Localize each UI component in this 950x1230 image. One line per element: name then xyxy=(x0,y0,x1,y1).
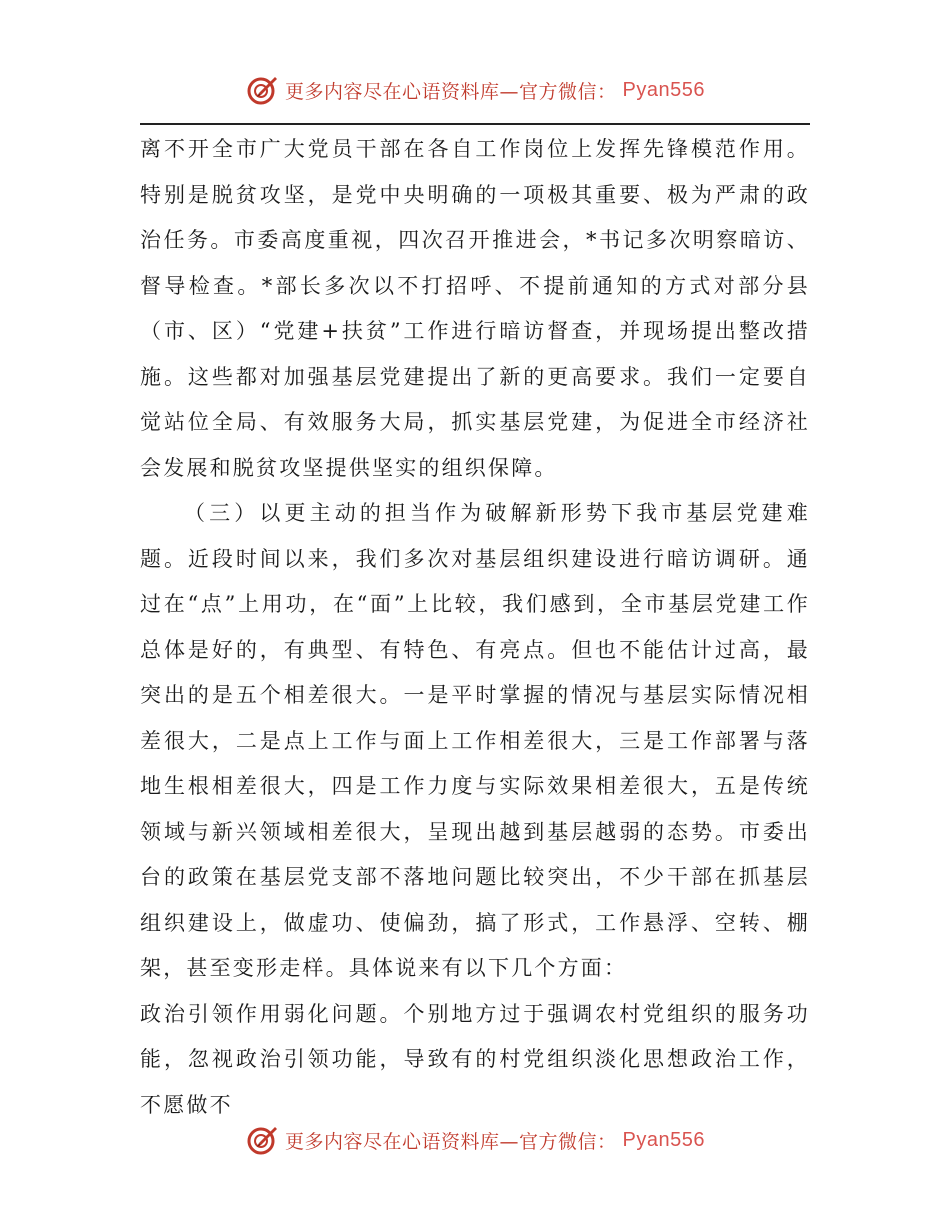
header-banner xyxy=(0,70,950,110)
footer-wechat-handle: Pyan556 xyxy=(622,1128,705,1151)
header-wechat-handle: Pyan556 xyxy=(622,78,705,101)
pen-logo-icon xyxy=(245,73,279,107)
footer-banner-text: 更多内容尽在心语资料库—官方微信： xyxy=(285,1130,617,1153)
paragraph-2: （三）以更主动的担当作为破解新形势下我市基层党建难题。近段时间以来，我们多次对基层组织建设进行暗访调研。通过在“点”上用功，在“面”上比较，我们感到，全市基层党建工作总体是好的，有典型、有特色、有亮点。但也不能估计过高，最突出的是五个相差很大。一是平时掌握的情况与基层实际情况相差很大，二是点上工作与面上工作相差很大，三是工作部署与落地生根相差很大，四是工作力度与实际效果相差很大，五是传统领域与新兴领域相差很大，呈现出越到基层越弱的态势。市委出台的政策在基层党支部不落地问题比较突出，不少干部在抓基层组织建设上，做虚功、使偏劲，搞了形式，工作悬浮、空转、棚架，甚至变形走样。具体说来有以下几个方面： xyxy=(140,501,810,980)
header-divider xyxy=(140,123,810,125)
paragraph-1: 离不开全市广大党员干部在各自工作岗位上发挥先锋模范作用。特别是脱贫攻坚，是党中央明确的一项极其重要、极为严肃的政治任务。市委高度重视，四次召开推进会，*书记多次明察暗访、督导检查。*部长多次以不打招呼、不提前通知的方式对部分县（市、区）“党建+扶贫”工作进行暗访督查，并现场提出整改措施。这些都对加强基层党建提出了新的更高要求。我们一定要自觉站位全局、有效服务大局，抓实基层党建，为促进全市经济社会发展和脱贫攻坚提供坚实的组织保障。 xyxy=(140,137,810,480)
paragraph-3: 政治引领作用弱化问题。个别地方过于强调农村党组织的服务功能，忽视政治引领功能，导致有的村党组织淡化思想政治工作，不愿做不 xyxy=(140,1001,810,1117)
header-banner-text: 更多内容尽在心语资料库—官方微信： xyxy=(285,80,617,103)
pen-logo-icon xyxy=(245,1123,279,1157)
document-body xyxy=(140,127,810,1128)
footer-banner xyxy=(0,1120,950,1160)
